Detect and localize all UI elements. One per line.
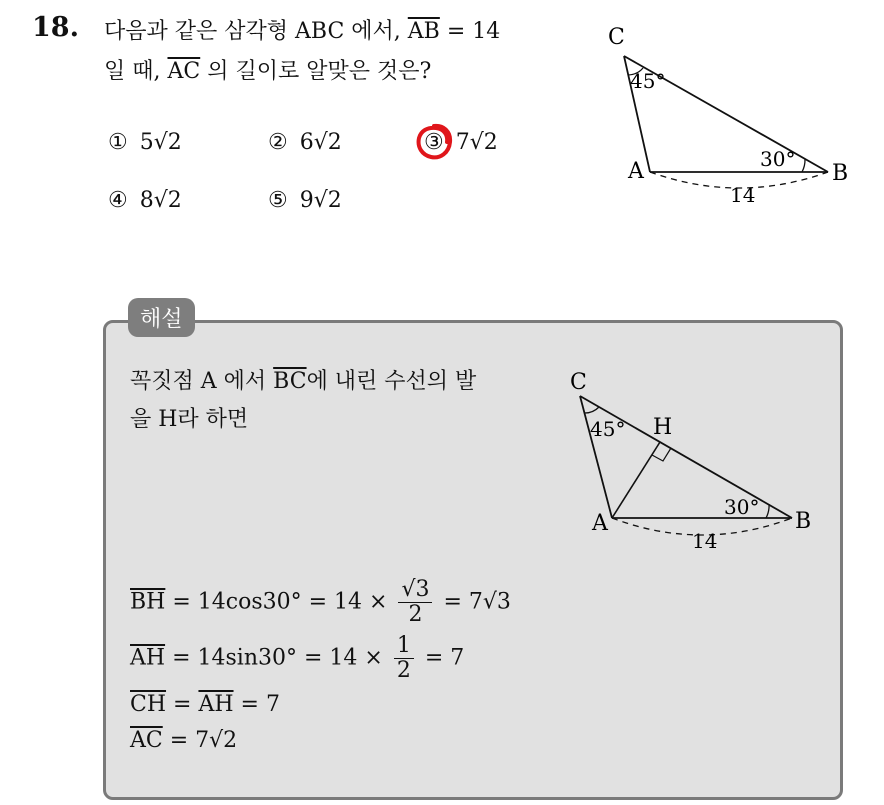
equation-ac — [130, 728, 237, 753]
choice-1[interactable] — [108, 130, 182, 155]
eq-ac-rhs: = 7√2 — [162, 728, 238, 753]
eq-ch-mid: = — [166, 692, 199, 717]
triangle-figure — [596, 18, 864, 218]
angle-b-label: 30° — [760, 147, 796, 171]
sol-vertex-h-label: H — [653, 415, 673, 440]
eq-ch-rhs: = 7 — [233, 692, 280, 717]
vertex-c-label: C — [608, 25, 625, 50]
eq-ah-rhs: = 7 — [417, 645, 465, 671]
vertex-a-label: A — [628, 159, 644, 184]
eq-ah-mid: = 14sin30° = 14 × — [165, 645, 390, 671]
equation-bh — [130, 578, 511, 627]
segment-bc: $\overline{BC}$ — [273, 369, 307, 394]
solution-text-1b: 에 내린 수선의 발 — [306, 369, 477, 394]
solution-line-2: 을 H라 하면 — [130, 407, 249, 432]
choice-4-value: 8√2 — [139, 188, 182, 213]
choice-1-number: ① — [108, 130, 128, 155]
eq-bh-rhs: = 7√3 — [436, 589, 511, 615]
vertex-b-label: B — [832, 161, 849, 186]
choice-2[interactable] — [268, 130, 342, 155]
eq-bh-lhs: $\overline{BH}$ — [130, 589, 166, 615]
eq-bh-numerator: √3 — [398, 578, 432, 603]
eq-ah-fraction — [394, 634, 414, 683]
question-text-1b: = 14 — [439, 19, 501, 44]
eq-ch-lhs2: $\overline{AH}$ — [198, 692, 234, 717]
solution-tag: 해설 — [128, 298, 195, 337]
eq-bh-mid: = 14cos30° = 14 × — [165, 589, 395, 615]
choice-5[interactable] — [268, 188, 342, 213]
segment-ab: $\overline{AB}$ — [407, 19, 440, 44]
question-text-2a: 일 때, — [104, 59, 168, 84]
choice-2-number: ② — [268, 130, 288, 155]
sol-side-ab-label: 14 — [692, 529, 718, 553]
eq-bh-fraction — [398, 578, 432, 627]
sol-vertex-c-label: C — [570, 370, 587, 395]
question-line-1 — [104, 14, 500, 45]
equation-ch — [130, 692, 280, 717]
answer-circle-mark — [414, 122, 454, 162]
sol-angle-b-label: 30° — [724, 495, 760, 519]
eq-ac-lhs: $\overline{AC}$ — [130, 728, 163, 753]
eq-ch-lhs: $\overline{CH}$ — [130, 692, 167, 717]
solution-line-1 — [130, 364, 476, 395]
altitude-figure — [566, 368, 834, 558]
eq-ah-denominator: 2 — [396, 658, 411, 683]
question-number: 18. — [32, 12, 79, 43]
angle-c-label: 45° — [630, 69, 666, 93]
equation-ah — [130, 634, 464, 683]
solution-text-1a: 꼭짓점 A 에서 — [130, 369, 274, 394]
question-text-2b: 의 길이로 알맞은 것은? — [200, 59, 432, 84]
sol-angle-c-label: 45° — [590, 417, 626, 441]
side-ab-label: 14 — [730, 183, 756, 207]
eq-ah-numerator: 1 — [394, 634, 414, 659]
question-line-2 — [104, 54, 431, 85]
choice-5-value: 9√2 — [299, 188, 342, 213]
choice-4[interactable] — [108, 188, 182, 213]
sol-vertex-b-label: B — [795, 509, 812, 534]
choice-3-value: 7√2 — [455, 130, 498, 155]
segment-ac: $\overline{AC}$ — [167, 59, 201, 84]
choice-1-value: 5√2 — [139, 130, 182, 155]
eq-bh-denominator: 2 — [408, 602, 423, 627]
question-text-1a: 다음과 같은 삼각형 ABC 에서, — [104, 19, 408, 44]
choice-4-number: ④ — [108, 188, 128, 213]
choice-3-number: ③ — [424, 130, 444, 155]
eq-ah-lhs: $\overline{AH}$ — [130, 645, 166, 671]
sol-vertex-a-label: A — [592, 511, 608, 536]
choice-2-value: 6√2 — [299, 130, 342, 155]
choice-5-number: ⑤ — [268, 188, 288, 213]
